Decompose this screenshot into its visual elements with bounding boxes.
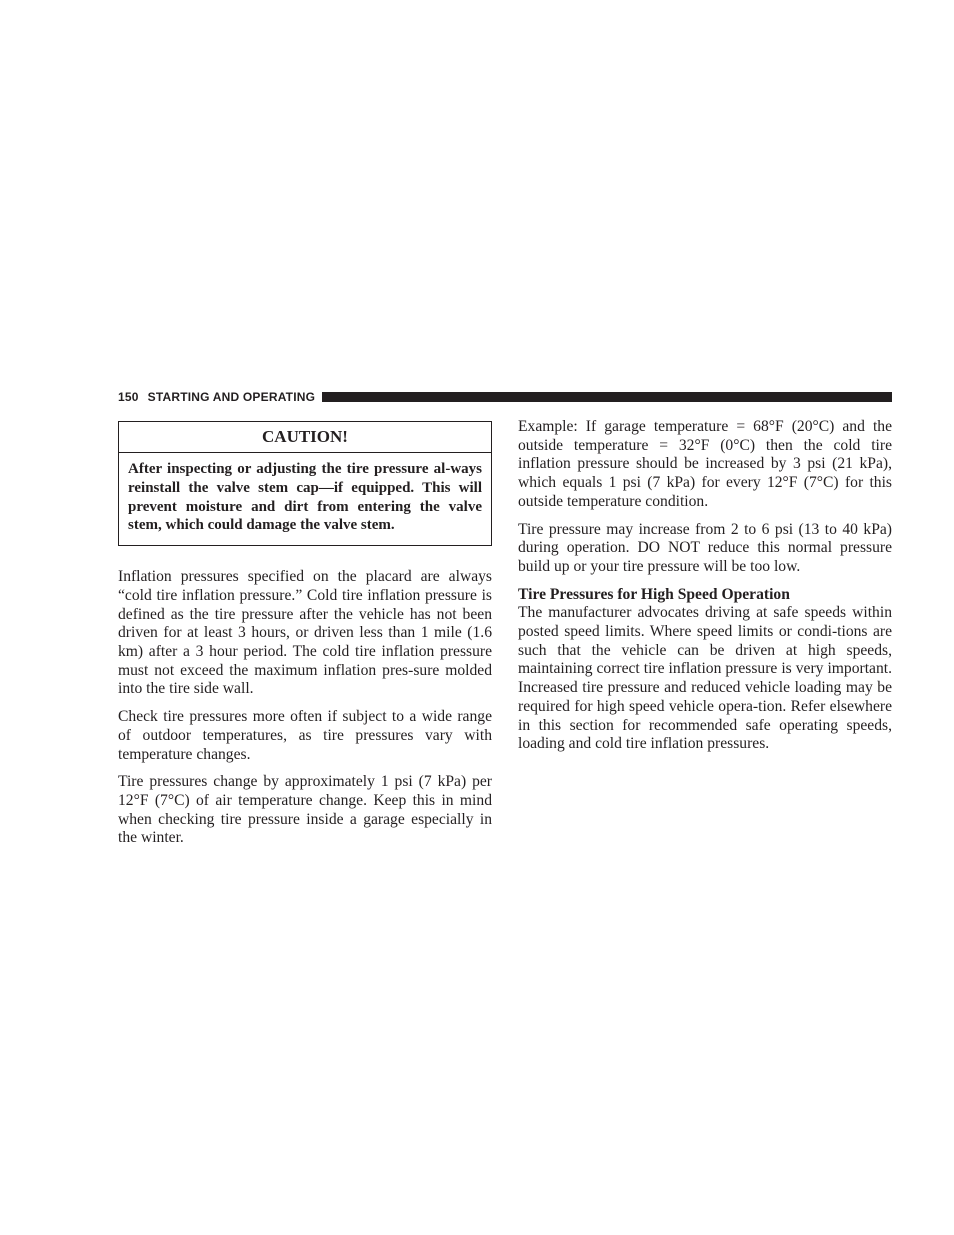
- paragraph-pressure-increase: Tire pressure may increase from 2 to 6 psi (13 to 40 kPa) during operation. DO NOT reduce this normal pressure build up or your tire pressure will be too low.: [518, 520, 892, 575]
- caution-body: After inspecting or adjusting the tire pressure al-ways reinstall the valve stem cap—if equipped. This will prevent moisture and dirt from entering the valve stem, which could damage the valve stem.: [128, 461, 482, 534]
- right-column: [518, 418, 892, 763]
- caution-box: [118, 421, 492, 546]
- paragraph-high-speed: The manufacturer advocates driving at safe speeds within posted speed limits. Where speed limits or condi-tions are such that the vehicle can be driven at high speeds, maintaining correct tire inflation pressure is very important. Increased tire pressure and reduced vehicle loading may be required for high speed vehicle opera-tion. Refer elsewhere in this section for recommended safe operating speeds, loading and cold tire inflation pressures.: [518, 604, 892, 753]
- page-number: 150: [118, 390, 139, 404]
- paragraph-check-pressures: Check tire pressures more often if subject to a wide range of outdoor temperatures, as tire pressures vary with temperature changes.: [118, 708, 492, 763]
- paragraph-pressure-change: Tire pressures change by approximately 1 psi (7 kPa) per 12°F (7°C) of air temperature change. Keep this in mind when checking tire pressure inside a garage especially in the winter.: [118, 773, 492, 847]
- left-column: [118, 421, 492, 857]
- header-rule: [322, 392, 892, 402]
- caution-title: CAUTION!: [119, 422, 491, 453]
- subheading-high-speed: Tire Pressures for High Speed Operation: [518, 585, 790, 603]
- section-title: STARTING AND OPERATING: [147, 390, 316, 404]
- paragraph-example: Example: If garage temperature = 68°F (20°C) and the outside temperature = 32°F (0°C) then the cold tire inflation pressure should be increased by 3 psi (21 kPa), which equals 1 psi (7 kPa) for every 12°F (7°C) for this outside temperature condition.: [518, 418, 892, 510]
- paragraph-cold-inflation: Inflation pressures specified on the placard are always “cold tire inflation pressure.” Cold tire inflation pressure is defined as the tire pressure after the vehicle has not been driven for at least 3 hours, or driven less than 1 mile (1.6 km) after a 3 hour period. The cold tire inflation pressure must not exceed the maximum inflation pres-sure molded into the tire side wall.: [118, 568, 492, 698]
- page-header: [118, 389, 892, 405]
